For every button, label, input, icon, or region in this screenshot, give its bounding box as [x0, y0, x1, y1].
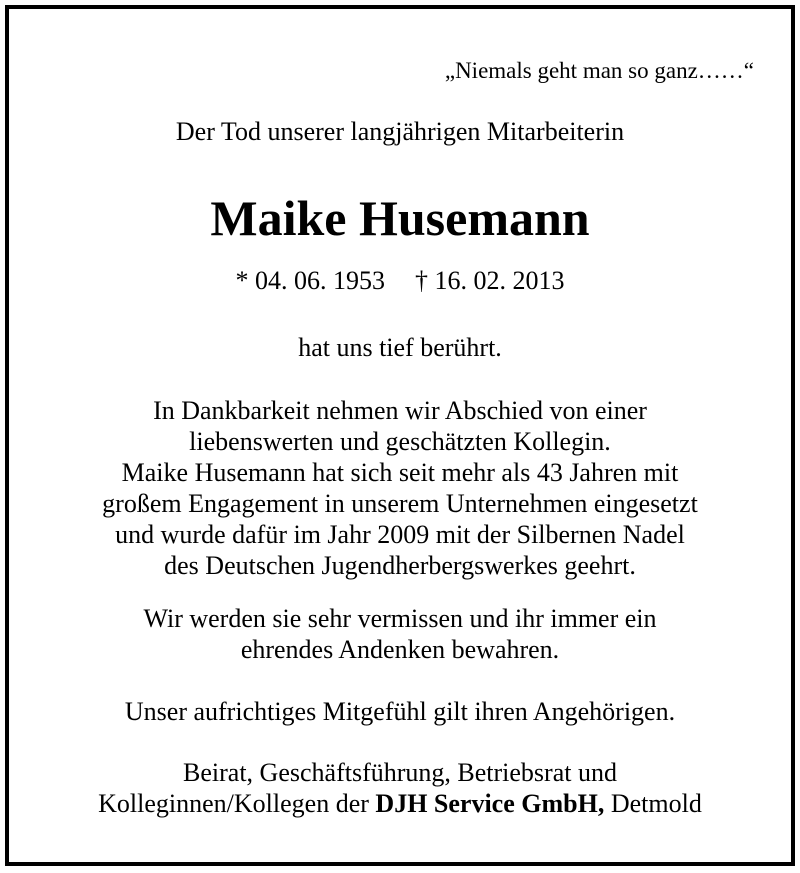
company-city: Detmold [610, 789, 702, 818]
motto-quote: „Niemals geht man so ganz……“ [444, 58, 754, 83]
sympathy-text: Unser aufrichtiges Mitgefühl gilt ihren Angehörigen. [124, 697, 676, 726]
signature-line-1: Beirat, Geschäftsführung, Betriebsrat und [183, 758, 617, 787]
death-date: † 16. 02. 2013 [415, 266, 565, 295]
tribute-line: großem Engagement in unserem Unternehmen eingesetzt [102, 489, 698, 518]
signature-block [0, 757, 800, 819]
signature-prefix: Kolleginnen/Kollegen der [98, 789, 369, 818]
tribute-line: liebenswerten und geschätzten Kollegin. [189, 427, 611, 456]
remembrance-paragraph [0, 603, 800, 665]
intro-text: Der Tod unserer langjährigen Mitarbeiterin [175, 117, 625, 146]
remembrance-line: ehrendes Andenken bewahren. [240, 635, 560, 664]
life-dates [0, 266, 800, 296]
signature-line-2 [0, 788, 800, 819]
remembrance-line: Wir werden sie sehr vermissen und ihr immer ein [143, 604, 657, 633]
tribute-paragraph [0, 395, 800, 581]
tribute-line: des Deutschen Jugendherbergswerkes geehrt. [164, 551, 636, 580]
tribute-line: Maike Husemann hat sich seit mehr als 43 Jahren mit [121, 458, 679, 487]
tribute-line: und wurde dafür im Jahr 2009 mit der Silbernen Nadel [115, 520, 685, 549]
company-name: DJH Service GmbH, [375, 789, 605, 818]
tribute-line: In Dankbarkeit nehmen wir Abschied von einer [153, 396, 647, 425]
moved-text: hat uns tief berührt. [298, 333, 502, 362]
birth-date: * 04. 06. 1953 [235, 266, 385, 295]
deceased-name: Maike Husemann [210, 190, 590, 246]
